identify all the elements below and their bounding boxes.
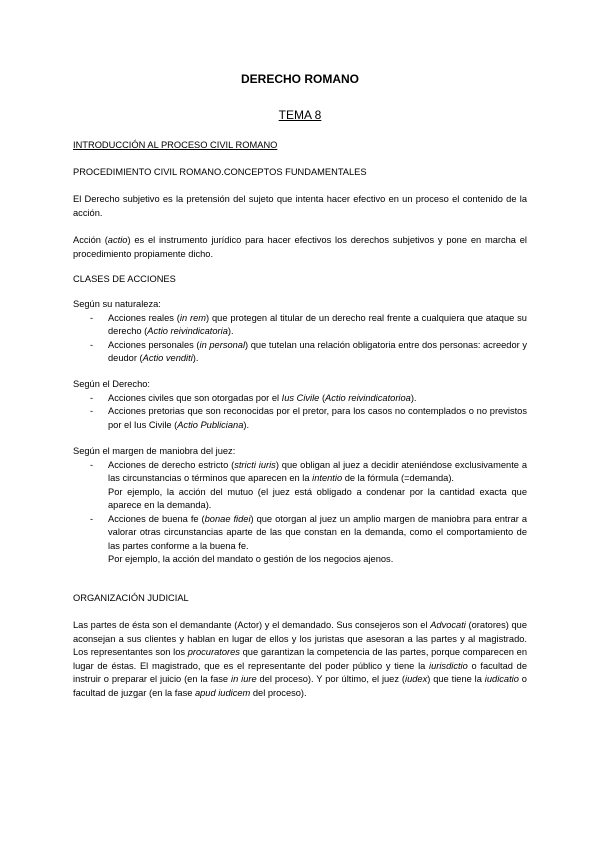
derecho-heading: Según el Derecho:: [73, 379, 151, 389]
organizacion-heading: ORGANIZACIÓN JUDICIAL: [73, 593, 189, 603]
list-item: - Acciones civiles que son otorgadas por el Ius Civile (Actio reivindicatorioa).: [90, 392, 417, 403]
derecho-section: [73, 378, 527, 432]
list-item: - Acciones de buena fe (bonae fidei) que otorgan al juez un amplio margen de maniobra para entrar a valorar otras circunstancias aparte de las que constan en la demanda, como el comportamiento de las partes conforme a la buena fe.: [90, 513, 527, 551]
margen-section: [73, 445, 527, 567]
list-item: - Acciones pretorias que son reconocidas por el pretor, para los casos no contemplados o no previstos por el Ius Civile (Actio Publiciana).: [90, 406, 527, 430]
paragraph-accion: Acción (actio) es el instrumento jurídico para hacer efectivos los derechos subjetivos y pone en marcha el procedimiento propiamente dicho.: [73, 235, 527, 259]
list-item-example: Por ejemplo, la acción del mandato o gestión de los negocios ajenos.: [108, 554, 394, 564]
tema-heading: TEMA 8: [278, 108, 322, 122]
naturaleza-section: [73, 298, 527, 366]
list-item-example: Por ejemplo, la acción del mutuo (el juez está obligado a condenar por la cantidad exacta que aparece en la demanda).: [108, 486, 527, 510]
paragraph-derecho-subjetivo: El Derecho subjetivo es la pretensión del sujeto que intenta hacer efectivo en un proceso el contenido de la acción.: [73, 194, 527, 218]
margen-heading: Según el margen de maniobra del juez:: [73, 446, 236, 456]
procedure-heading: PROCEDIMIENTO CIVIL ROMANO.CONCEPTOS FUNDAMENTALES: [73, 167, 367, 177]
document-title: DERECHO ROMANO: [240, 72, 359, 86]
clases-heading: CLASES DE ACCIONES: [73, 274, 176, 284]
list-item: - Acciones reales (in rem) que protegen al titular de un derecho real frente a cualquiera que ataque su derecho (Actio reivindicatoria).: [90, 312, 527, 336]
list-item: - Acciones de derecho estricto (stricti iuris) que obligan al juez a decidir ateniéndose exclusivamente a las circunstancias o términos que aparecen en la intentio de la fórmula (=demanda).: [90, 459, 527, 483]
list-item: - Acciones personales (in personal) que tutelan una relación obligatoria entre dos personas: acreedor y deudor (Actio venditi).: [90, 339, 528, 363]
paragraph-organizacion: Las partes de ésta son el demandante (Actor) y el demandado. Sus consejeros son el Advocati (oratores) que aconsejan a sus clientes y hablan en lugar de ellos y los juristas que asesoran a las partes y al magistrado. Los representantes son los procuratores que garantizan la competencia de las partes, porque comparecen en lugar de éstas. El magistrado, que es el representante del poder público y tiene la iurisdictio o facultad de instruir o preparar el juicio (en la fase in iure del proceso). Y por último, el juez (iudex) que tiene la iudicatio o facultad de juzgar (en la fase apud iudicem del proceso).: [73, 620, 528, 698]
naturaleza-heading: Según su naturaleza:: [73, 299, 161, 309]
intro-heading: INTRODUCCIÓN AL PROCESO CIVIL ROMANO: [73, 140, 278, 150]
